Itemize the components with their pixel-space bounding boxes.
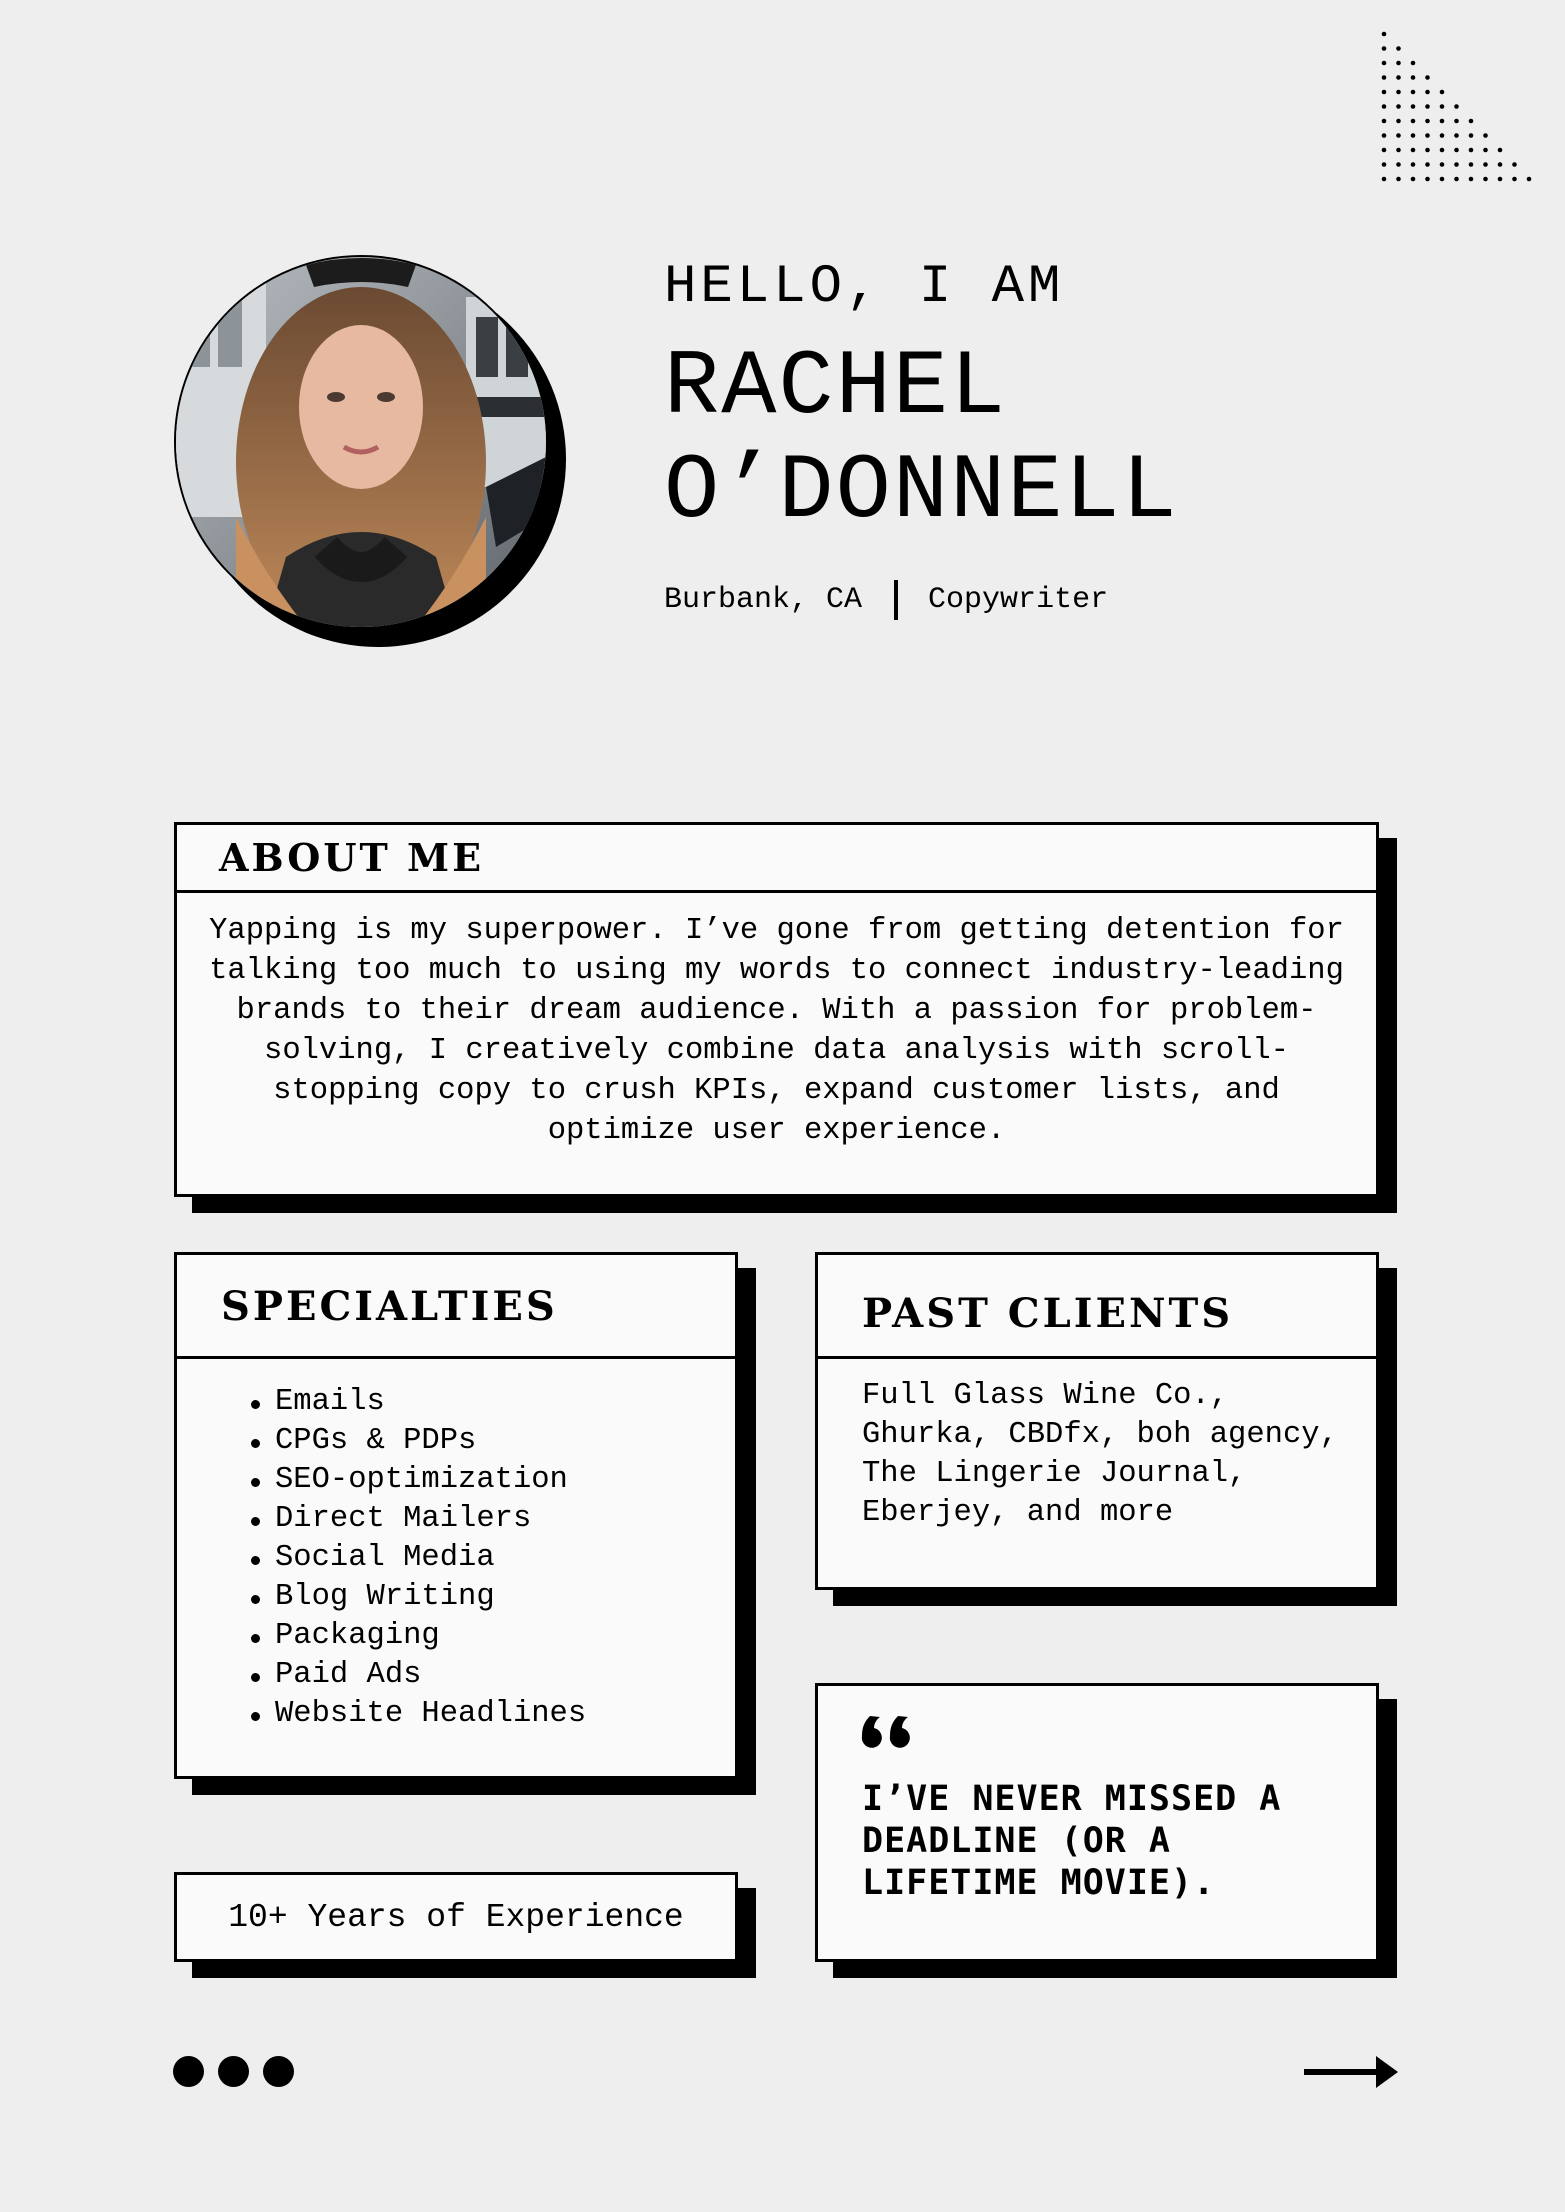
pattern-dot (1498, 148, 1503, 153)
pattern-dot (1382, 61, 1387, 66)
pattern-dot (1483, 148, 1488, 153)
pattern-dot (1425, 75, 1430, 80)
pattern-dot (1382, 104, 1387, 109)
pattern-dot (1440, 148, 1445, 153)
pattern-dot (1396, 162, 1401, 167)
portrait-image (176, 257, 546, 627)
pattern-dot (1396, 119, 1401, 124)
pattern-dot (1411, 177, 1416, 182)
pattern-dot (1440, 162, 1445, 167)
pattern-dot (1512, 162, 1517, 167)
experience-badge (174, 1872, 738, 1962)
avatar (174, 255, 548, 629)
pattern-dot (1425, 104, 1430, 109)
pattern-dot (1454, 119, 1459, 124)
pattern-dot (1411, 162, 1416, 167)
experience-text: 10+ Years of Experience (228, 1898, 684, 1936)
pattern-dot (1396, 46, 1401, 51)
pattern-dot (1396, 104, 1401, 109)
pattern-dot (1454, 148, 1459, 153)
pattern-dot (1396, 90, 1401, 95)
pattern-dot (1382, 46, 1387, 51)
list-item: Social Media (249, 1539, 735, 1578)
location: Burbank, CA (664, 583, 863, 617)
dot-icon (263, 2056, 294, 2087)
pattern-dot (1396, 61, 1401, 66)
pattern-dot (1469, 148, 1474, 153)
list-item: Emails (249, 1383, 735, 1422)
pattern-dot (1454, 104, 1459, 109)
pattern-dot (1382, 75, 1387, 80)
specialties-list (177, 1383, 735, 1734)
pattern-dot (1454, 177, 1459, 182)
pattern-dot (1498, 177, 1503, 182)
past-clients-heading: PAST CLIENTS (818, 1255, 1376, 1359)
pattern-dot (1425, 90, 1430, 95)
name-last: O’DONNELL (664, 439, 1179, 544)
pattern-dot (1425, 148, 1430, 153)
pattern-dot (1411, 119, 1416, 124)
pattern-dot (1440, 104, 1445, 109)
pattern-dot (1527, 177, 1532, 182)
pattern-dot (1440, 90, 1445, 95)
list-item: CPGs & PDPs (249, 1422, 735, 1461)
meta-divider (894, 580, 898, 620)
pattern-dot (1425, 177, 1430, 182)
pattern-dot (1469, 119, 1474, 124)
dot-icon (173, 2056, 204, 2087)
pattern-dot (1440, 133, 1445, 138)
list-item: Direct Mailers (249, 1500, 735, 1539)
pattern-dot (1396, 148, 1401, 153)
pattern-dot (1454, 162, 1459, 167)
pattern-dot (1454, 133, 1459, 138)
pattern-dot (1411, 90, 1416, 95)
pattern-dot (1411, 148, 1416, 153)
meta-row (664, 578, 1108, 622)
list-item: Blog Writing (249, 1578, 735, 1617)
greeting: HELLO, I AM (664, 257, 1065, 318)
dot-triangle-pattern (1380, 30, 1540, 190)
ellipsis-dots-icon (173, 2056, 294, 2087)
specialties-heading: SPECIALTIES (177, 1255, 735, 1359)
pattern-dot (1411, 133, 1416, 138)
dot-icon (218, 2056, 249, 2087)
quote-icon (860, 1712, 912, 1752)
pattern-dot (1382, 162, 1387, 167)
name-first: RACHEL (664, 335, 1008, 440)
list-item: Packaging (249, 1617, 735, 1656)
arrow-right-icon (1304, 2052, 1398, 2092)
pattern-dot (1498, 162, 1503, 167)
pattern-dot (1382, 133, 1387, 138)
past-clients-card (815, 1252, 1379, 1590)
pattern-dot (1411, 104, 1416, 109)
job-title: Copywriter (928, 583, 1109, 617)
quote-text: I’VE NEVER MISSED A DEADLINE (OR A LIFETIME MOVIE). (862, 1779, 1282, 1903)
specialties-card (174, 1252, 738, 1779)
pattern-dot (1483, 177, 1488, 182)
pattern-dot (1425, 162, 1430, 167)
pattern-dot (1411, 61, 1416, 66)
about-heading: ABOUT ME (177, 825, 1376, 893)
pattern-dot (1382, 177, 1387, 182)
pattern-dot (1396, 133, 1401, 138)
pattern-dot (1382, 90, 1387, 95)
pattern-dot (1483, 133, 1488, 138)
pattern-dot (1512, 177, 1517, 182)
list-item: Paid Ads (249, 1656, 735, 1695)
pattern-dot (1382, 148, 1387, 153)
pattern-dot (1440, 177, 1445, 182)
pattern-dot (1469, 177, 1474, 182)
pattern-dot (1483, 162, 1488, 167)
pattern-dot (1440, 119, 1445, 124)
list-item: Website Headlines (249, 1695, 735, 1734)
pattern-dot (1396, 75, 1401, 80)
pattern-dot (1469, 133, 1474, 138)
pattern-dot (1469, 162, 1474, 167)
list-item: SEO-optimization (249, 1461, 735, 1500)
pattern-dot (1411, 75, 1416, 80)
pattern-dot (1382, 32, 1387, 37)
about-text: Yapping is my superpower. I’ve gone from getting detention for talking too much to using my words to connect industry-leading brands to their dream audience. With a passion for problem-solving, I creatively combine data analysis with scroll-stopping copy to crush KPIs, expand customer lists, and optimize user experience. (209, 914, 1344, 1148)
pattern-dot (1425, 119, 1430, 124)
past-clients-text: Full Glass Wine Co., Ghurka, CBDfx, boh agency, The Lingerie Journal, Eberjey, and more (862, 1379, 1338, 1530)
pattern-dot (1396, 177, 1401, 182)
profile-photo (174, 255, 566, 647)
about-card (174, 822, 1379, 1197)
quote-card (815, 1683, 1379, 1962)
pattern-dot (1382, 119, 1387, 124)
pattern-dot (1425, 133, 1430, 138)
